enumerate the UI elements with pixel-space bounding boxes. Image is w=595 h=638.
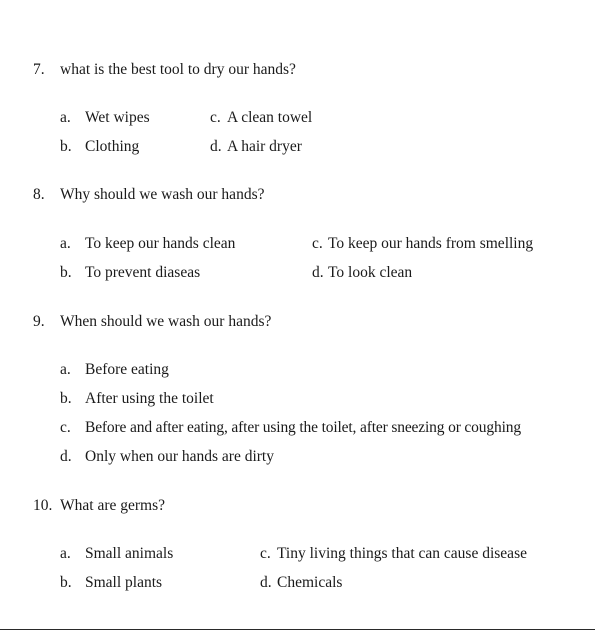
q10-option-a-letter: a. [60, 545, 71, 562]
question-10-number: 10. [33, 497, 53, 514]
q9-option-b-text: After using the toilet [85, 390, 214, 407]
q9-option-a-letter: a. [60, 361, 71, 378]
q7-option-b-letter: b. [60, 138, 72, 155]
q10-option-d-text: Chemicals [277, 574, 343, 591]
q8-option-c-letter: c. [312, 235, 323, 252]
q9-option-d-letter: d. [60, 448, 72, 465]
q7-option-a-letter: a. [60, 109, 71, 126]
q9-option-b-letter: b. [60, 390, 72, 407]
q7-option-d-text: A hair dryer [227, 138, 302, 155]
question-8-text: Why should we wash our hands? [60, 186, 265, 203]
q10-option-b-text: Small plants [85, 574, 163, 591]
q10-option-a-text: Small animals [85, 545, 174, 562]
q9-option-a-text: Before eating [85, 361, 169, 378]
q10-option-d-letter: d. [260, 574, 272, 591]
q8-option-d-text: To look clean [328, 264, 413, 281]
q8-option-d-letter: d. [312, 264, 324, 281]
q9-option-c-text: Before and after eating, after using the toilet, after sneezing or coughing [85, 419, 521, 436]
question-10-text: What are germs? [60, 497, 165, 514]
question-7-text: what is the best tool to dry our hands? [60, 61, 296, 78]
bottom-divider [0, 629, 595, 630]
q7-option-b-text: Clothing [85, 138, 140, 155]
q7-option-d-letter: d. [210, 138, 222, 155]
q9-option-d-text: Only when our hands are dirty [85, 448, 274, 465]
q8-option-a-text: To keep our hands clean [85, 235, 236, 252]
question-7-number: 7. [33, 61, 45, 78]
q8-option-b-letter: b. [60, 264, 72, 281]
q7-option-c-text: A clean towel [227, 109, 313, 126]
q8-option-c-text: To keep our hands from smelling [328, 235, 534, 252]
question-8-number: 8. [33, 186, 45, 203]
q7-option-c-letter: c. [210, 109, 221, 126]
q10-option-c-text: Tiny living things that can cause disease [277, 545, 527, 562]
question-9-text: When should we wash our hands? [60, 313, 272, 330]
q10-option-b-letter: b. [60, 574, 72, 591]
question-9-number: 9. [33, 313, 45, 330]
q9-option-c-letter: c. [60, 419, 71, 436]
q8-option-b-text: To prevent diaseas [85, 264, 201, 281]
q8-option-a-letter: a. [60, 235, 71, 252]
q10-option-c-letter: c. [260, 545, 271, 562]
q7-option-a-text: Wet wipes [85, 109, 150, 126]
